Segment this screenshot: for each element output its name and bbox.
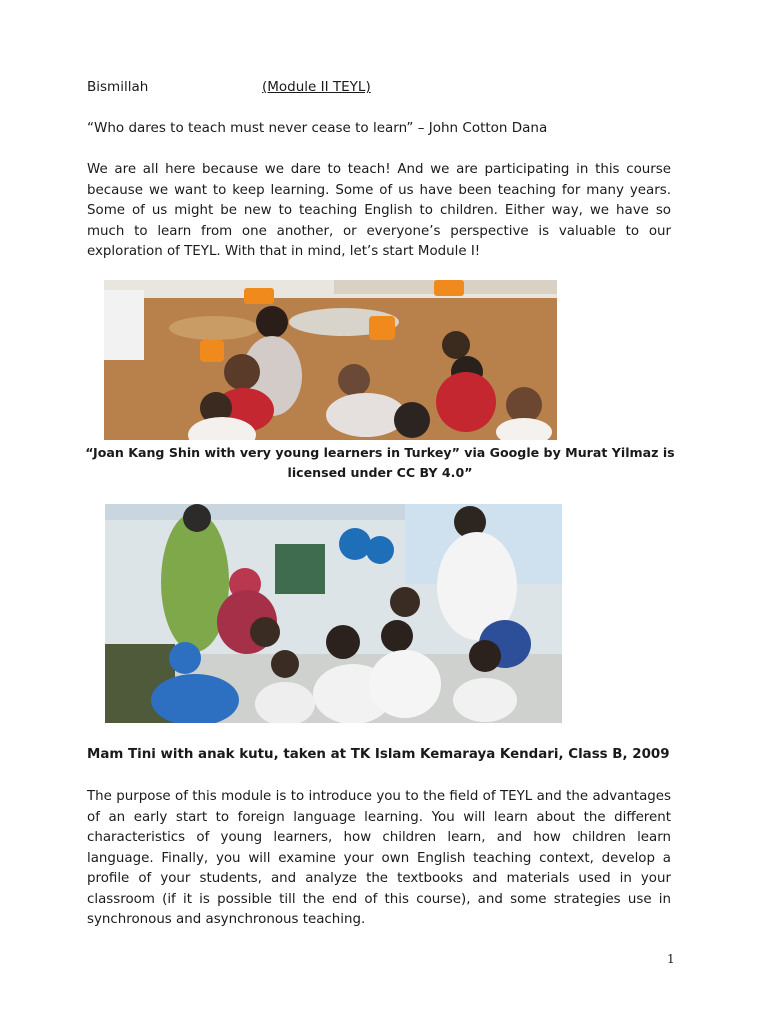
opening-quote: “Who dares to teach must never cease to learn” – John Cotton Dana xyxy=(87,120,548,136)
photo1-caption-line2: licensed under CC BY 4.0” xyxy=(287,465,473,480)
intro-paragraph: We are all here because we dare to teach! And we are participating in this course because we want to keep learning. Some of us have been teaching for many years. Some of us might be new to teaching English to children. Either way, we have so much to learn from one another, or everyone’s perspective is valuable to our exploration of TEYL. With that in mind, let’s start Module I! xyxy=(87,162,671,259)
purpose-paragraph: The purpose of this module is to introduce you to the field of TEYL and the advantages of an early start to foreign language learning. You will learn about the different characteristics of young learners, how children learn, and how children learn language. Finally, you will examine your own English teaching context, develop a profile of your students, and analyze the textbooks and materials used in your classroom (if it is possible till the end of this course), and some strategies use in synchronous and asynchronous teaching. xyxy=(87,789,671,927)
classroom-photo-turkey xyxy=(104,280,557,440)
page-number: 1 xyxy=(667,952,675,966)
photo1-caption-line1: “Joan Kang Shin with very young learners in Turkey” via Google by Murat Yilmaz is xyxy=(85,445,675,460)
photo1-caption xyxy=(80,443,680,483)
module-title: (Module II TEYL) xyxy=(262,79,371,95)
header-label: Bismillah xyxy=(87,79,149,95)
classroom-photo-kendari xyxy=(105,504,562,723)
photo2-caption: Mam Tini with anak kutu, taken at TK Islam Kemaraya Kendari, Class B, 2009 xyxy=(87,747,670,762)
